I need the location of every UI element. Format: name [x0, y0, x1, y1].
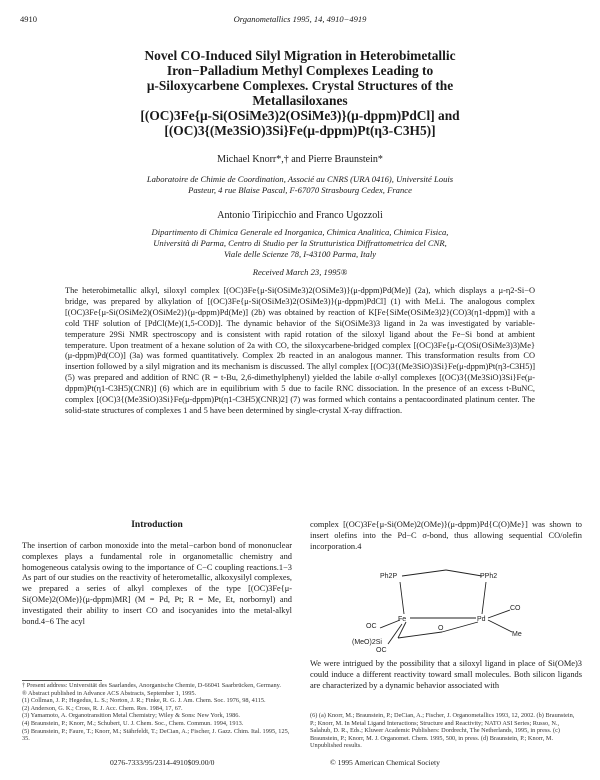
ome-silyl-label: (MeO)2Si	[352, 639, 382, 646]
title-line: Metallasiloxanes	[252, 93, 348, 108]
bond	[446, 570, 482, 576]
affiliation-line: Viale delle Scienze 78, I-43100 Parma, Italy	[223, 249, 377, 259]
affiliation-line: Pasteur, 4 rue Blaise Pascal, F-67070 Strasbourg Cedex, France	[188, 185, 412, 195]
journal-header: Organometallics 1995, 14, 4910−4919	[233, 14, 367, 24]
footnote-divider	[22, 680, 102, 681]
carbonyl-label: CO	[510, 605, 521, 612]
title-line: [(OC)3Fe{μ-Si(OSiMe3)2(OSiMe3)}(μ-dppm)PdCl] and	[140, 108, 460, 123]
bond	[380, 620, 400, 628]
article-title	[40, 48, 560, 138]
methyl-label: Me	[512, 631, 522, 638]
title-line: μ-Siloxycarbene Complexes. Crystal Structures of the	[146, 78, 454, 93]
fe-label: Fe	[398, 616, 407, 623]
introduction-heading: Introduction	[131, 520, 183, 530]
bond	[488, 610, 510, 618]
affiliation-strasbourg	[40, 174, 560, 196]
chemical-structure-figure	[350, 562, 550, 654]
ph2p-label-left: Ph2P	[380, 573, 398, 580]
footer-copyright: © 1995 American Chemical Society	[330, 758, 440, 767]
right-column-text-bottom: We were intrigued by the possibility that a siloxyl ligand in place of Si(OMe)3 could induce a different reactivity toward small molecules. Both silicon ligands are characterized by a dynamic behavior associated with	[310, 659, 582, 690]
right-column-text-top: complex [(OC)3Fe{μ-Si(OMe)2(OMe)}(μ-dppm)Pd{C(O)Me}] was shown to insert olefins into the Pd−C σ-bond, thus allowing sequential CO/olefin incorporation.4	[310, 520, 582, 551]
title-line: Novel CO-Induced Silyl Migration in Heterobimetallic	[144, 48, 456, 63]
ph2p-label-right: PPh2	[480, 573, 498, 580]
received-date: Received March 23, 1995®	[252, 267, 348, 277]
bond	[398, 632, 442, 638]
footnotes-left: † Present address: Universität des Saarlandes, Anorganische Chemie, D-66041 Saarbrücken, Germany. ® Abstract published in Advance ACS Abstracts, September 1, 1995. (1) Collman, J. P.; Hegedus, L. S.; Norton, J. R.; Finke, R. G. J. Am. Chem. Soc. 1976, 98, 4115. (2) Anderson, G. K.; Cross, R. J. Acc. Chem. Res. 1984, 17, 67. (3) Yamamoto, A. Organotransition Metal Chemistry; Wiley & Sons: New York, 1986. (4) Braunstein, P.; Knorr, M.; Schubert, U. J. Chem. Soc., Chem. Commun. 1994, 1913. (5) Braunstein, P.; Faure, T.; Knorr, M.; Stährfeldt, T.; DeCian, A.; Fischer, J. Gazz. Chim. Ital. 1995, 125, 35.	[22, 682, 290, 743]
page-number: 4910	[20, 14, 37, 24]
abstract-text: The heterobimetallic alkyl, siloxyl complex [(OC)3Fe{μ-Si(OSiMe3)2(OSiMe3)}(μ-dppm)Pd(Me)] (2a), which displays a μ-η2-Si−O bridge, was prepared by alkylation of [(OC)3Fe{μ-Si(OSiMe3)2(OSiMe3)}(μ-dppm)PdCl] (1) with MeLi. The analogous complex [(OC)3Fe{μ-Si(OSiMe2)(OSiMe2)}(μ-dppm)Pd(Me)] (2b) was obtained by reaction of K[Fe{SiMe(OSiMe3)2}(CO)3(η1-dppm)] with a cold THF solution of [PdCl(Me)(1,5-COD)]. The dynamic behavior of the Si(OSiMe3)3 ligand in 2a was investigated by variable-temperature 29Si NMR spectroscopy and is consistent with rapid rotation of the siloxyl ligand about the Fe−Si bond at ambient temperature. Upon treatment of a hexane solution of 2a with CO, the siloxycarbene-bridged complex [(OC)3Fe{μ-C(OSi(OSiMe3)3)Me}(μ-dppm)Pd(CO)] (3a) was formed quantitatively. Complex 2b reacted in an analogous manner. This transformation results from CO insertion followed by a silyl migration and its mechanism is discussed. The allyl complex [(OC)3{(Me3SiO)3Si}Fe(μ-dppm)Pt(η3-C3H5)] (5) was prepared and addition of RNC (R = t-Bu, 2,6-dimethylphenyl) yielded the labile σ-allyl complexes [(OC)3{(Me3SiO)3Si}Fe(μ-dppm)Pt(η1-C3H5)(CNR)] (6) which are in equilibrium with 5 due to facile RNC dissociation. In the presence of an excess t-BuNC, complex [(OC)3{(Me3SiO)3Si}Fe(μ-dppm)Pt(η1-C3H5)(CNR)2] (7) was formed which contains a pentacoordinated platinum center. The solid-state structures of complexes 1 and 5 have been determined by single-crystal X-ray diffraction.	[65, 286, 535, 415]
bond	[442, 622, 478, 632]
bond	[400, 582, 404, 614]
author-list-primary: Michael Knorr*,† and Pierre Braunstein*	[217, 154, 383, 165]
title-line: [(OC)3{(Me3SiO)3Si}Fe(μ-dppm)Pt(η3-C3H5)]	[164, 123, 436, 138]
bond	[402, 570, 446, 576]
affiliation-line: Università di Parma, Centro di Studio per la Strutturistica Diffrattometrica del CNR,	[153, 238, 447, 248]
author-list-secondary: Antonio Tiripicchio and Franco Ugozzoli	[217, 210, 383, 221]
footnotes-right: (6) (a) Knorr, M.; Braunstein, P.; DeCian, A.; Fischer, J. Organometallics 1993, 12, 2002. (b) Braunstein, P.; Knorr, M. In Metal Ligand Interactions; Structure and Reactivity; NATO ASI Series; Russo, N., Salahub, D. R., Eds.; Kluwer Academic Publishers: Dordrecht, The Netherlands, 1995, in press. (c) Braunstein, P.; Knorr, M. J. Organomet. Chem. 1995, 500, in press. (d) Braunstein, P.; Knorr, M. Unpublished results.	[310, 712, 575, 750]
affiliation-parma	[40, 227, 560, 260]
bond	[482, 582, 486, 614]
title-line: Iron−Palladium Methyl Complexes Leading to	[166, 63, 434, 78]
bond	[488, 620, 512, 632]
introduction-text: The insertion of carbon monoxide into the metal−carbon bond of mononuclear complexes plays a fundamental role in organometallic chemistry and homogeneous catalysis owing to the importance of C−C coupling reactions.1−3 As part of our studies on the reactivity of heterometallic, alkoxysilyl complexes, we prepared a series of alkyl complexes of the type [(OC)3Fe{μ-Si(OMe)2(OMe)}(μ-dppm)MR] (M = Pd, Pt; R = Me, Et, norbornyl) and investigated their ability to insert CO and isocyanides into the metal-alkyl bond.4−6 The acyl	[22, 541, 292, 626]
pd-label: Pd	[477, 616, 486, 623]
footer-code: 0276-7333/95/2314-4910$09.00/0	[110, 758, 215, 767]
carbonyl-label: OC	[376, 647, 387, 654]
affiliation-line: Laboratoire de Chimie de Coordination, Associé au CNRS (URA 0416), Université Louis	[146, 174, 454, 184]
oxygen-label: O	[438, 625, 444, 632]
affiliation-line: Dipartimento di Chimica Generale ed Inorganica, Chimica Analitica, Chimica Fisica,	[151, 227, 449, 237]
carbonyl-label: OC	[366, 623, 377, 630]
